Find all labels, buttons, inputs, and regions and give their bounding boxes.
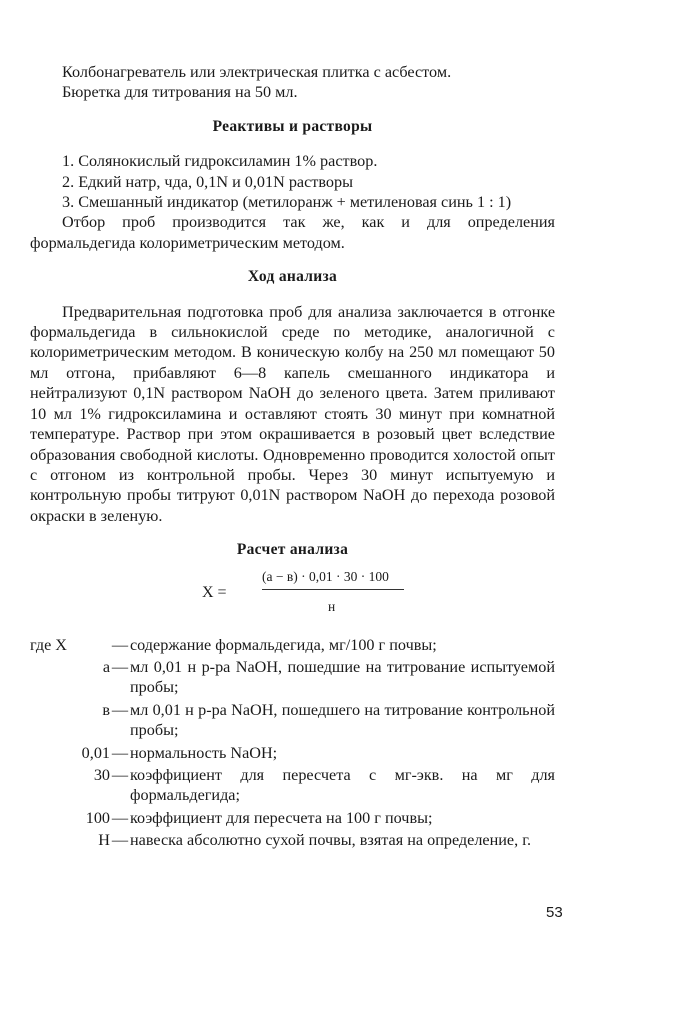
equipment-line-2: Бюретка для титрования на 50 мл. xyxy=(62,83,298,102)
definition-dash: — xyxy=(111,831,129,850)
definition-dash: — xyxy=(111,657,129,676)
definition-text: нормальность NaOH; xyxy=(130,743,278,762)
reagent-item-1: 1. Солянокислый гидроксиламин 1% раствор. xyxy=(62,152,378,171)
definition-item xyxy=(30,743,555,763)
reagents-heading: Реактивы и растворы xyxy=(212,117,373,135)
page-number: 53 xyxy=(546,904,563,921)
definition-dash: — xyxy=(111,765,129,784)
definition-item xyxy=(30,700,555,741)
definition-dash: — xyxy=(111,635,129,654)
definition-item xyxy=(30,765,555,806)
definition-text: навеска абсолютно сухой почвы, взятая на определение, г. xyxy=(130,831,532,850)
reagent-item-3: 3. Смешанный индикатор (метилоранж + метиленовая синь 1 : 1) xyxy=(62,193,512,212)
fraction-bar xyxy=(262,589,404,590)
definition-text: мл 0,01 н р-ра NaOH, пошедшие на титрование испытуемой пробы; xyxy=(130,657,555,697)
definition-symbol: 100 xyxy=(85,808,110,827)
definition-text: коэффициент для пересчета на 100 г почвы; xyxy=(130,808,433,827)
definition-symbol: в xyxy=(102,700,110,719)
definition-symbol: 30 xyxy=(93,765,110,784)
sampling-paragraph: Отбор проб производится так же, как и для определения формальдегида колориметрическим методом. xyxy=(30,213,555,252)
procedure-paragraph: Предварительная подготовка проб для анализа заключается в отгонке формальдегида в сильнокислой среде по методике, аналогичной с колориметрическим методом. В коническую колбу на 250 мл помещают 50 мл отгона, прибавляют 6—8 капель смешанного индикатора и нейтрализуют 0,1N раствором NaOH до зеленого цвета. Затем приливают 10 мл 1% гидроксиламина и оставляют стоять 30 минут при комнатной температуре. Раствор при этом окрашивается в розовый цвет вследствие образования свободной кислоты. Одновременно проводится холостой опыт с отгоном из контрольной пробы. Через 30 минут испытуемую и контрольную пробы титруют 0,01N раствором NaOH до перехода розовой окраски в зеленую. xyxy=(30,302,555,525)
variable-definitions xyxy=(30,635,555,851)
definition-item xyxy=(30,808,555,828)
formula-lhs: X = xyxy=(202,583,227,601)
formula xyxy=(30,567,555,621)
definition-item xyxy=(30,830,555,850)
reagent-item-2: 2. Едкий натр, чда, 0,1N и 0,01N растворы xyxy=(62,172,353,191)
formula-denominator: н xyxy=(328,598,336,614)
definition-item xyxy=(30,635,555,655)
procedure-heading: Ход анализа xyxy=(247,268,338,286)
definition-dash: — xyxy=(111,743,129,762)
definition-symbol: а xyxy=(102,657,110,676)
definition-text: мл 0,01 н р-ра NaOH, пошедшего на титрование контрольной пробы; xyxy=(130,700,555,740)
equipment-line-1: Колбонагреватель или электрическая плитка с асбестом. xyxy=(62,63,452,81)
calculation-heading: Расчет анализа xyxy=(236,541,349,559)
definition-dash: — xyxy=(111,700,129,719)
definition-symbol: 0,01 xyxy=(81,743,110,762)
definition-symbol: где X xyxy=(30,635,67,654)
document-page xyxy=(30,62,555,853)
definition-item xyxy=(30,657,555,698)
definition-text: коэффициент для пересчета с мг-экв. на мг для формальдегида; xyxy=(130,765,555,805)
definition-symbol: Н xyxy=(98,831,110,850)
definition-dash: — xyxy=(111,808,129,827)
definition-text: содержание формальдегида, мг/100 г почвы; xyxy=(130,635,437,654)
formula-numerator: (а − в) · 0,01 · 30 · 100 xyxy=(262,568,389,584)
